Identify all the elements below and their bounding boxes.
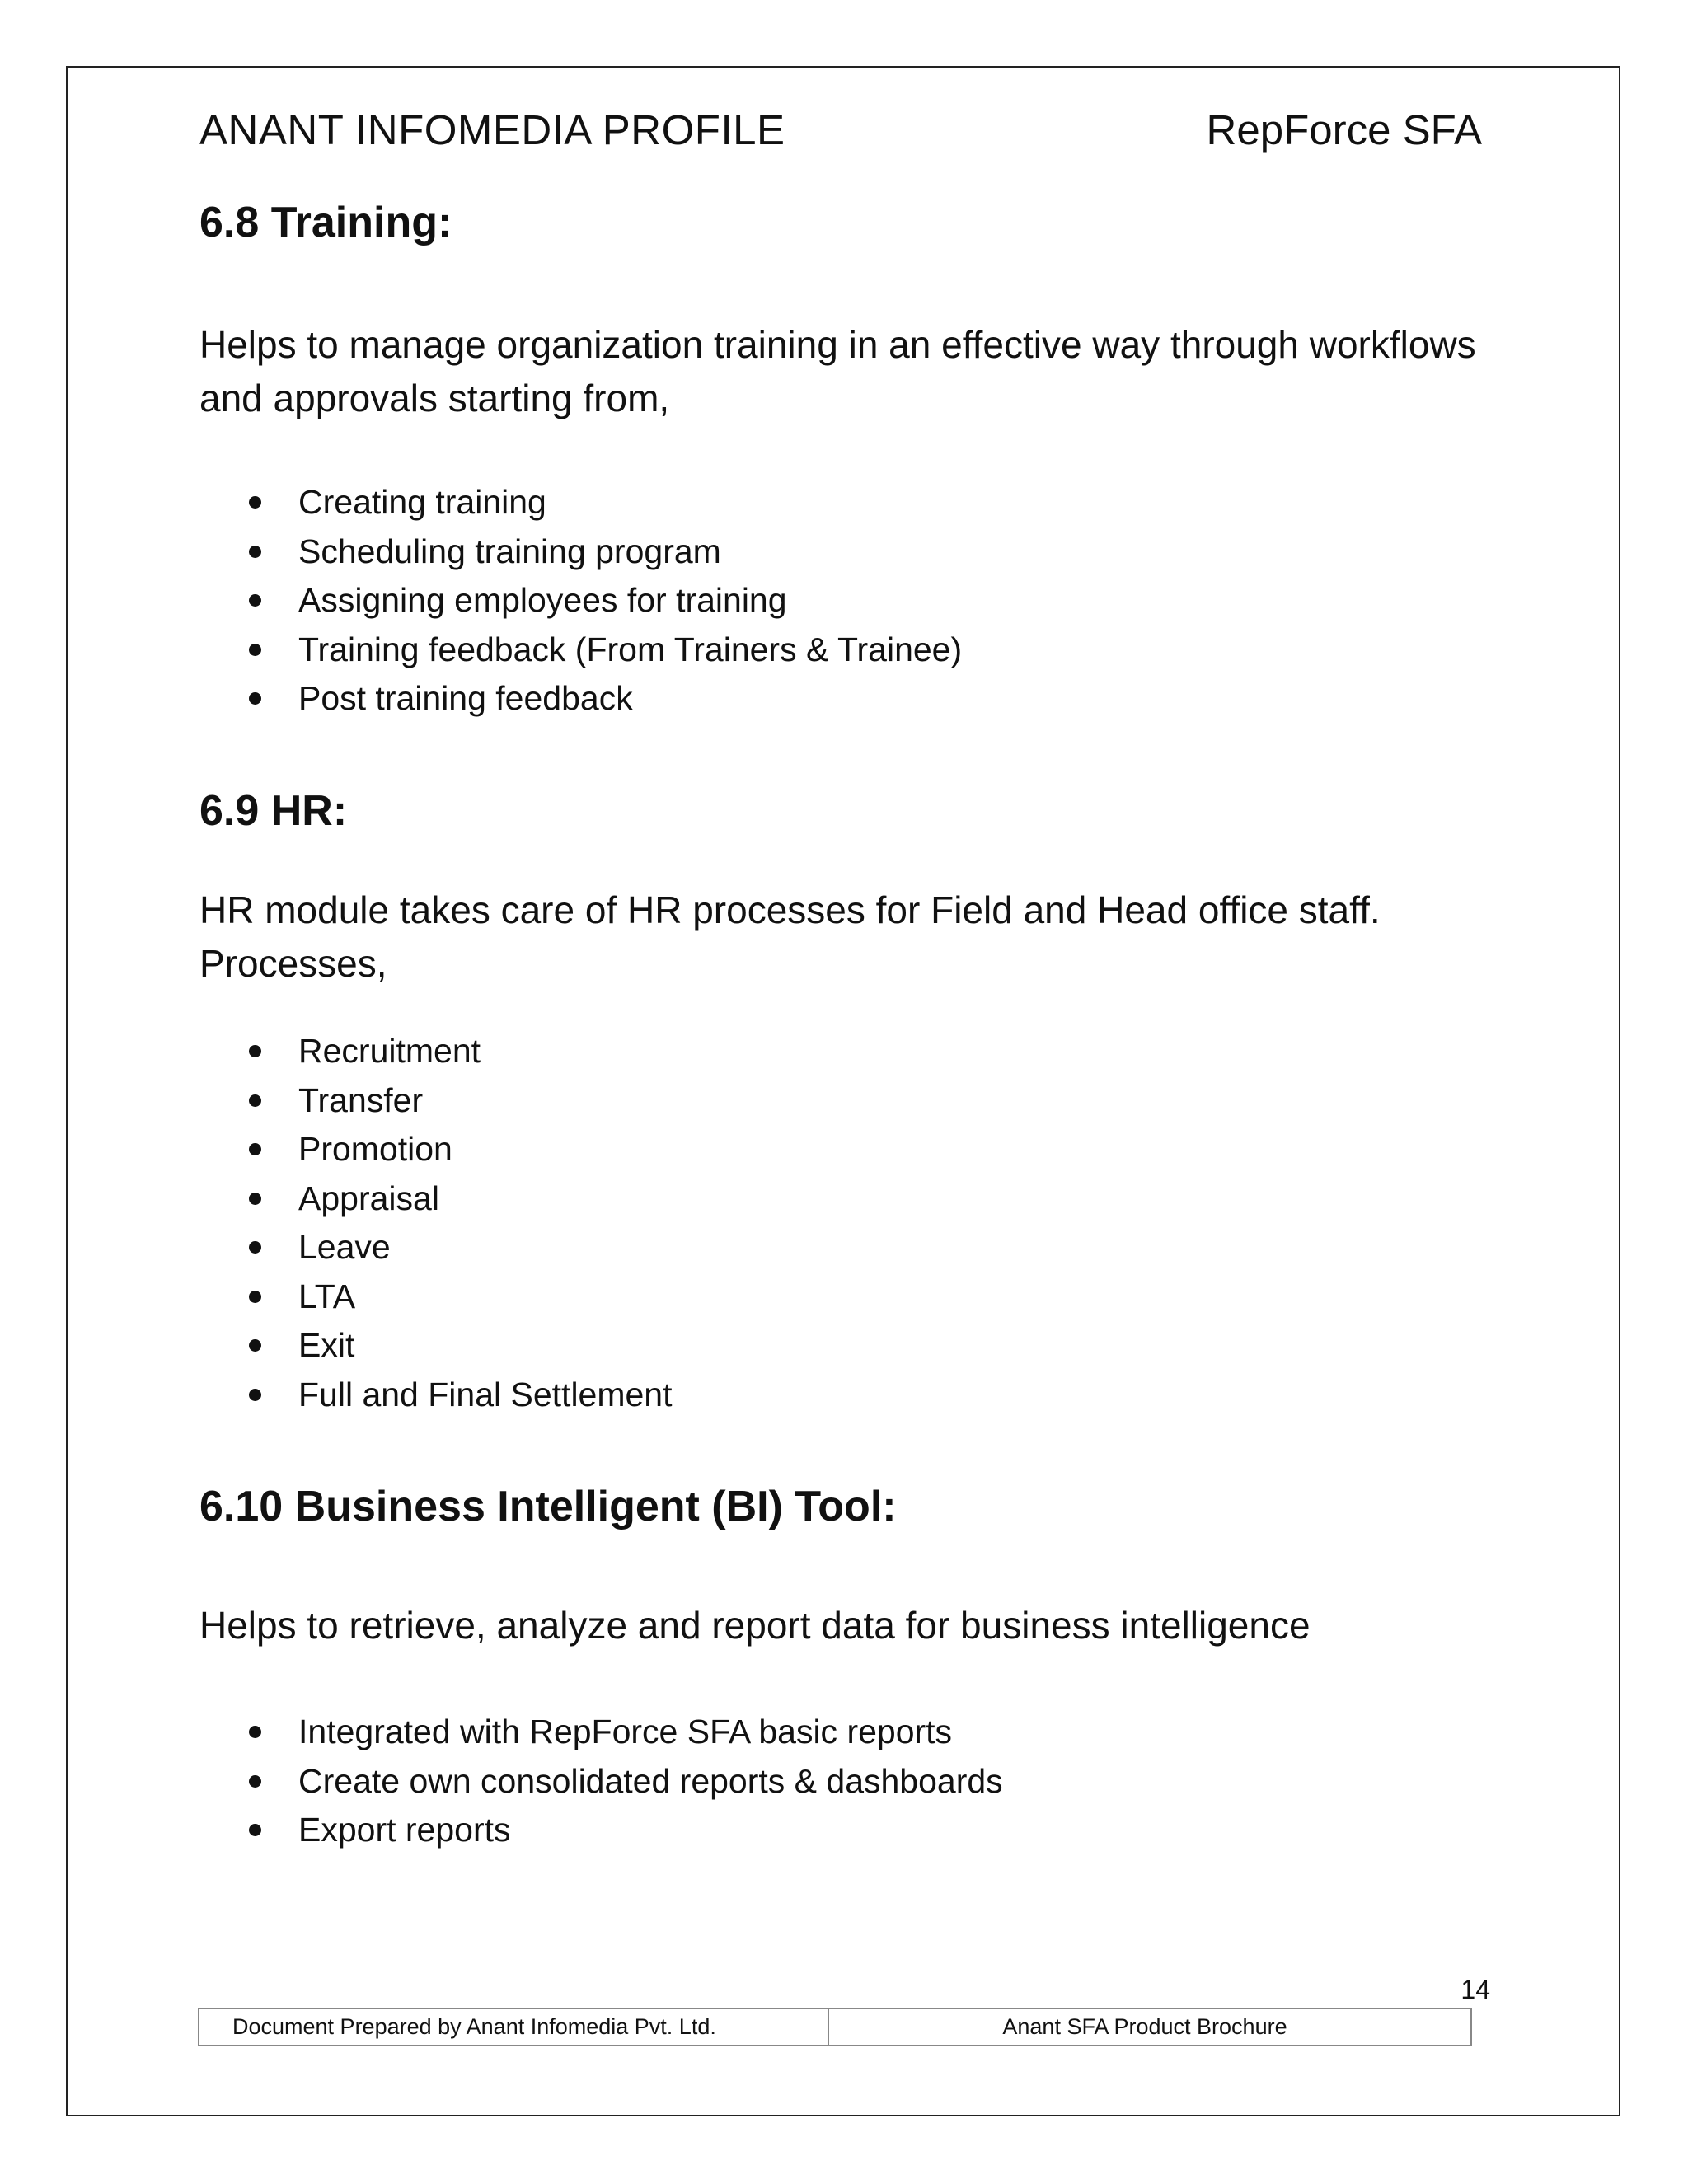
list-item: Full and Final Settlement — [247, 1371, 673, 1420]
bullet-icon — [249, 644, 261, 656]
list-item: Transfer — [247, 1076, 673, 1126]
list-item: LTA — [247, 1272, 673, 1322]
section-title-training: 6.8 Training: — [199, 199, 452, 246]
bullet-icon — [249, 1389, 261, 1401]
list-item: Assigning employees for training — [247, 576, 962, 626]
header-product-title: RepForce SFA — [1206, 106, 1482, 153]
section-intro-hr: HR module takes care of HR processes for Field and Head office staff. Processes, — [199, 888, 1381, 985]
header-company-title: ANANT INFOMEDIA PROFILE — [199, 106, 785, 153]
bullet-icon — [249, 692, 261, 705]
bullet-icon — [249, 1291, 261, 1303]
bullet-icon — [249, 546, 261, 558]
bullet-list-bi-tool — [247, 1708, 1003, 1855]
bullet-icon — [249, 1193, 261, 1205]
section-intro-training: Helps to manage organization training in an effective way through workflows and approvals starting from, — [199, 323, 1476, 419]
list-item: Scheduling training program — [247, 527, 962, 577]
list-item: Export reports — [247, 1806, 1003, 1855]
bullet-icon — [249, 1775, 261, 1788]
list-item: Exit — [247, 1321, 673, 1371]
list-item: Training feedback (From Trainers & Trainee) — [247, 626, 962, 675]
section-title-hr: 6.9 HR: — [199, 787, 348, 835]
bullet-icon — [249, 1339, 261, 1352]
list-item: Promotion — [247, 1125, 673, 1174]
section-title-bi-tool: 6.10 Business Intelligent (BI) Tool: — [199, 1483, 897, 1530]
bullet-icon — [249, 594, 261, 607]
bullet-list-training — [247, 478, 962, 724]
bullet-icon — [249, 1241, 261, 1254]
bullet-icon — [249, 1726, 261, 1738]
footer-brochure-title: Anant SFA Product Brochure — [1002, 2014, 1287, 2039]
page-number: 14 — [1461, 1975, 1490, 2004]
footer-table — [198, 2008, 1472, 2046]
list-item: Create own consolidated reports & dashboards — [247, 1757, 1003, 1807]
list-item: Recruitment — [247, 1027, 673, 1076]
list-item: Post training feedback — [247, 674, 962, 724]
bullet-icon — [249, 496, 261, 509]
footer-prepared-by: Document Prepared by Anant Infomedia Pvt. Ltd. — [199, 2009, 829, 2045]
list-item: Integrated with RepForce SFA basic reports — [247, 1708, 1003, 1757]
bullet-icon — [249, 1045, 261, 1057]
section-intro-bi-tool: Helps to retrieve, analyze and report data for business intelligence — [199, 1604, 1311, 1647]
bullet-list-hr — [247, 1027, 673, 1419]
bullet-icon — [249, 1094, 261, 1107]
bullet-icon — [249, 1143, 261, 1155]
list-item: Appraisal — [247, 1174, 673, 1224]
list-item: Creating training — [247, 478, 962, 527]
list-item: Leave — [247, 1223, 673, 1272]
bullet-icon — [249, 1824, 261, 1836]
